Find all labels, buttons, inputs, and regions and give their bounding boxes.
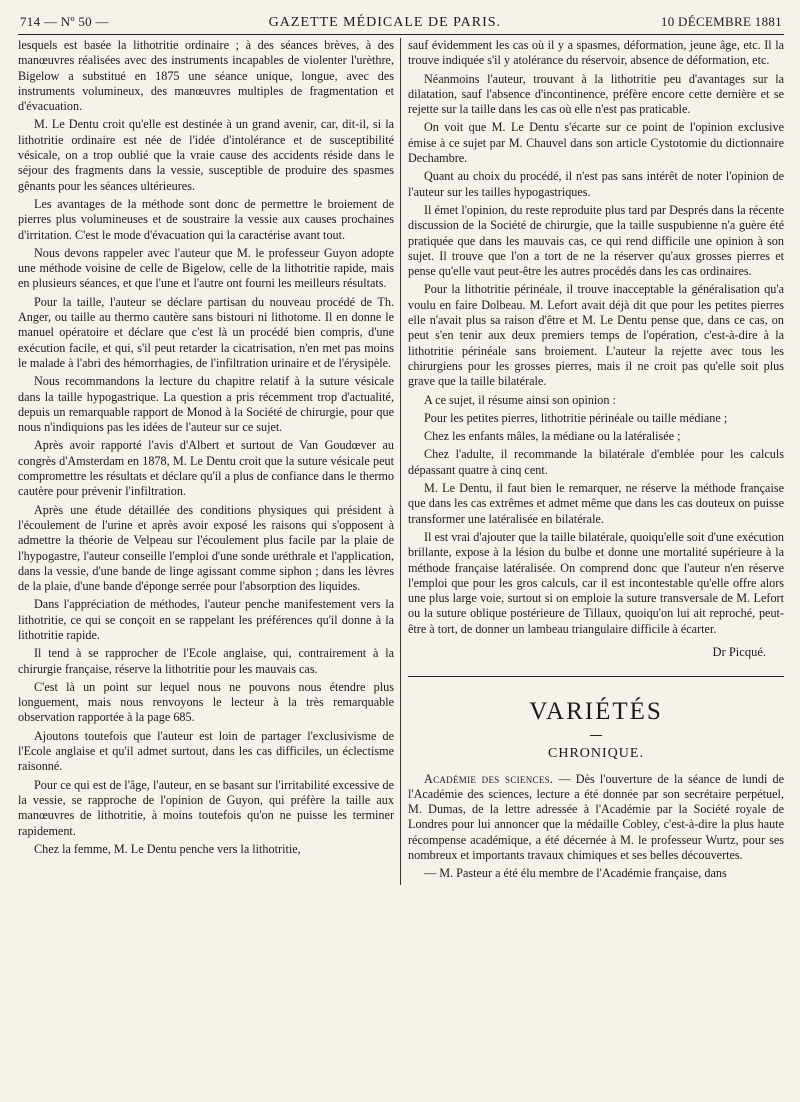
columns: [18, 38, 784, 885]
paragraph: On voit que M. Le Dentu s'écarte sur ce point de l'opinion exclusive émise à ce sujet par M. Chauvel dans son article Cystotomie du dictionnaire Dechambre.: [408, 120, 784, 166]
paragraph: Nous devons rappeler avec l'auteur que M. le professeur Guyon adopte une méthode voisine de celle de Bigelow, celle de la lithotritie rapide, mais en plusieurs séances, et que l'une et l'autre ont fourni les meilleurs résultats.: [18, 245, 394, 291]
paragraph: — M. Pasteur a été élu membre de l'Académie française, dans: [424, 866, 727, 881]
page-number: 714 — Nº 50 —: [20, 14, 109, 29]
paragraph: Quant au choix du procédé, il n'est pas sans intérêt de noter l'opinion de l'auteur sur les tailles hypogastriques.: [408, 169, 784, 199]
paragraph: Pour les petites pierres, lithotritie périnéale ou taille médiane ;: [424, 410, 728, 425]
paragraph: Après une étude détaillée des conditions physiques qui président à l'écoulement de l'urine et après avoir exposé les raisons qui s'opposent à admettre la théorie de Velpeau sur l'écoulement plus facile par la plaie de l'hypogastre, l'auteur conseille l'emploi d'une sonde uréthrale et l'application, dans la vessie, d'une bande de linge agissant comme siphon ; dans les lèvres de la plaie, d'une bande d'éponge serrée pour l'absorption des liquides.: [18, 502, 394, 594]
section-divider: [408, 676, 784, 677]
paragraph: Pour ce qui est de l'âge, l'auteur, en se basant sur l'irritabilité excessive de la vessie, se rapproche de l'opinion de Guyon, qui préfère la taille aux manœuvres de lithotritie, à moins toutefois qu'on ne puisse les terminer rapidement.: [18, 777, 394, 838]
paragraph: Chez l'adulte, il recommande la bilatérale d'emblée pour les calculs dépassant quatre à cinq cent.: [408, 447, 784, 477]
page-header: [18, 14, 784, 35]
paragraph: Chez la femme, M. Le Dentu penche vers la lithotritie,: [34, 841, 301, 856]
paragraph: M. Le Dentu, il faut bien le remarquer, ne réserve la méthode française que dans les cas extrêmes et admet même que dans les cas douteux on puisse transformer une latéralisée en bilatérale.: [408, 481, 784, 526]
paragraph: Pour la taille, l'auteur se déclare partisan du nouveau procédé de Th. Anger, ou taille au thermo cautère sans bistouri ni lithotome. Il en donne le manuel opératoire et déclare que c'est là un procédé bien compris, d'une exécution facile, et qui, s'il peut retarder la cicatrisation, n'en met pas moins le malade à l'abri des hémorrhagies, de l'infiltration urinaire et de l'érysipèle.: [18, 294, 394, 370]
chronique-paragraph: [408, 772, 784, 864]
paragraph: Les avantages de la méthode sont donc de permettre le broiement de pierres plus volumineuses et de soustraire la vessie aux causes prochaines d'irritation. C'est le mode d'évacuation qui la caractérise avant tout.: [18, 196, 394, 242]
paragraph: lesquels est basée la lithotritie ordinaire ; à des séances brèves, à des manœuvres réalisées avec des instruments incapables de violenter l'urèthre, Bigelow a substitué en 1875 une séance unique, longue, avec des instruments volumineux, des manœuvres multiples de fragmentation et d'évacuation.: [18, 38, 394, 114]
paragraph: Après avoir rapporté l'avis d'Albert et surtout de Van Goudœver au congrès d'Amsterdam en 1878, M. Le Dentu croit que la suture vésicale peut compromettre les résultats et déclare qu'il a plus de confiance dans le thermo cautère pour prévenir l'infiltration.: [18, 438, 394, 499]
chronique-lead: Académie des sciences.: [424, 771, 554, 786]
paragraph: A ce sujet, il résume ainsi son opinion :: [424, 392, 616, 407]
paragraph: Il émet l'opinion, du reste reproduite plus tard par Després dans la récente discussion de la Société de chirurgie, que la taille suspubienne n'a guère été pratiquée que dans les mauvais cas, ce qui rend difficile une opinion à son sujet. Il trouve que l'on a tort de ne la réserver qu'aux grosses pierres et pense qu'elle vaut peut-être les autres procédés dans les cas ordinaires.: [408, 202, 784, 279]
paragraph: Nous recommandons la lecture du chapitre relatif à la suture vésicale dans la taille hypogastrique. La question a pris récemment trop d'actualité, depuis un remarquable rapport de Monod à la Société de chirurgie, pour que nous n'indiquions pas les idées de l'auteur sur ce sujet.: [18, 374, 394, 435]
paragraph: C'est là un point sur lequel nous ne pouvons nous étendre plus longuement, mais nous renvoyons le lecteur à la très remarquable observation rapportée à la page 685.: [18, 679, 394, 725]
paragraph: Dans l'appréciation de méthodes, l'auteur penche manifestement vers la lithotritie, ce qui se conçoit en se rappelant les préférences qu'il donne à la lithotritie rapide.: [18, 597, 394, 642]
paragraph: sauf évidemment les cas où il y a spasmes, déformation, jeune âge, etc. Il la trouve indiquée s'il y atolérance du réservoir, absence de déformation, etc.: [408, 38, 784, 68]
right-column: [400, 38, 784, 885]
paragraph: Il est vrai d'ajouter que la taille bilatérale, quoiqu'elle soit d'une exécution brillante, expose à la lésion du bulbe et donne une mortalité supérieure à la méthode française latéralisée. On comprend donc que l'auteur n'en réserve l'emploi que pour les gros calculs, car il est incontestable qu'elle offre alors une plus large voie, surtout si on emploie la suture transversale de M. Lefort ou la suture oblique postérieure de Tillaux, quoiqu'on lui ait reproché, peut-être à tort, de donner un lambeau triangulaire difficile à écarter.: [408, 529, 784, 636]
paragraph: Néanmoins l'auteur, trouvant à la lithotritie peu d'avantages sur la dilatation, sauf l'absence d'incontinence, préfère encore cette dernière et se rejette sur la taille dans les cas où elle n'est pas praticable.: [408, 71, 784, 117]
section-subtitle: CHRONIQUE.: [548, 746, 644, 762]
section-title: VARIÉTÉS: [529, 698, 663, 726]
paragraph: Pour la lithotritie périnéale, il trouve inacceptable la généralisation qu'a voulu en faire Dolbeau. M. Lefort avait déjà dit que pour les petites pierres elle n'avait plus sa raison d'être et M. Le Dentu pense que, dans ce cas, on peut s'en tenir aux deux premiers temps de l'opération, c'est-à-dire à la lithotritie périnéale sans broiement. L'auteur la rejette avec tous les chirurgiens pour les grosses pierres, mais il ne croit pas qu'elle soit plus grave que la taille bilatérale.: [408, 282, 784, 389]
issue-date: 10 DÉCEMBRE 1881: [660, 14, 782, 29]
paragraph: Chez les enfants mâles, la médiane ou la latéralisée ;: [424, 429, 681, 444]
author-signature: Dr Picqué.: [712, 644, 766, 659]
left-column: [18, 38, 400, 885]
chronique-text: — Dès l'ouverture de la séance de lundi de l'Académie des sciences, lecture a été donnée par son secrétaire perpétuel, M. Dumas, de la lettre adressée à l'Académie par la Société royale de Londres pour lui annoncer que la médaille Cobley, c'est-à-dire la plus haute récompense académique, a été décernée à M. le professeur Wurtz, pour ses nombreux et importants travaux chimiques et ses belles découvertes.: [408, 771, 784, 863]
title-dash: [590, 735, 602, 736]
paragraph: Ajoutons toutefois que l'auteur est loin de partager l'exclusivisme de l'Ecole anglaise et qu'il admet surtout, dans les cas difficiles, un éclectisme raisonné.: [18, 728, 394, 774]
paragraph: M. Le Dentu croit qu'elle est destinée à un grand avenir, car, dit-il, si la lithotritie ordinaire est née de l'idée d'intolérance et de susceptibilité vésicale, on a trop oublié que la vraie cause des accidents réside dans le séjour des fragments dans la vessie, susceptible de produire des spasmes gênants pour les séances ultérieures.: [18, 117, 394, 193]
paragraph: Il tend à se rapprocher de l'Ecole anglaise, qui, contrairement à la chirurgie française, réserve la lithotritie pour les mauvais cas.: [18, 646, 394, 676]
journal-title: GAZETTE MÉDICALE DE PARIS.: [268, 15, 502, 30]
